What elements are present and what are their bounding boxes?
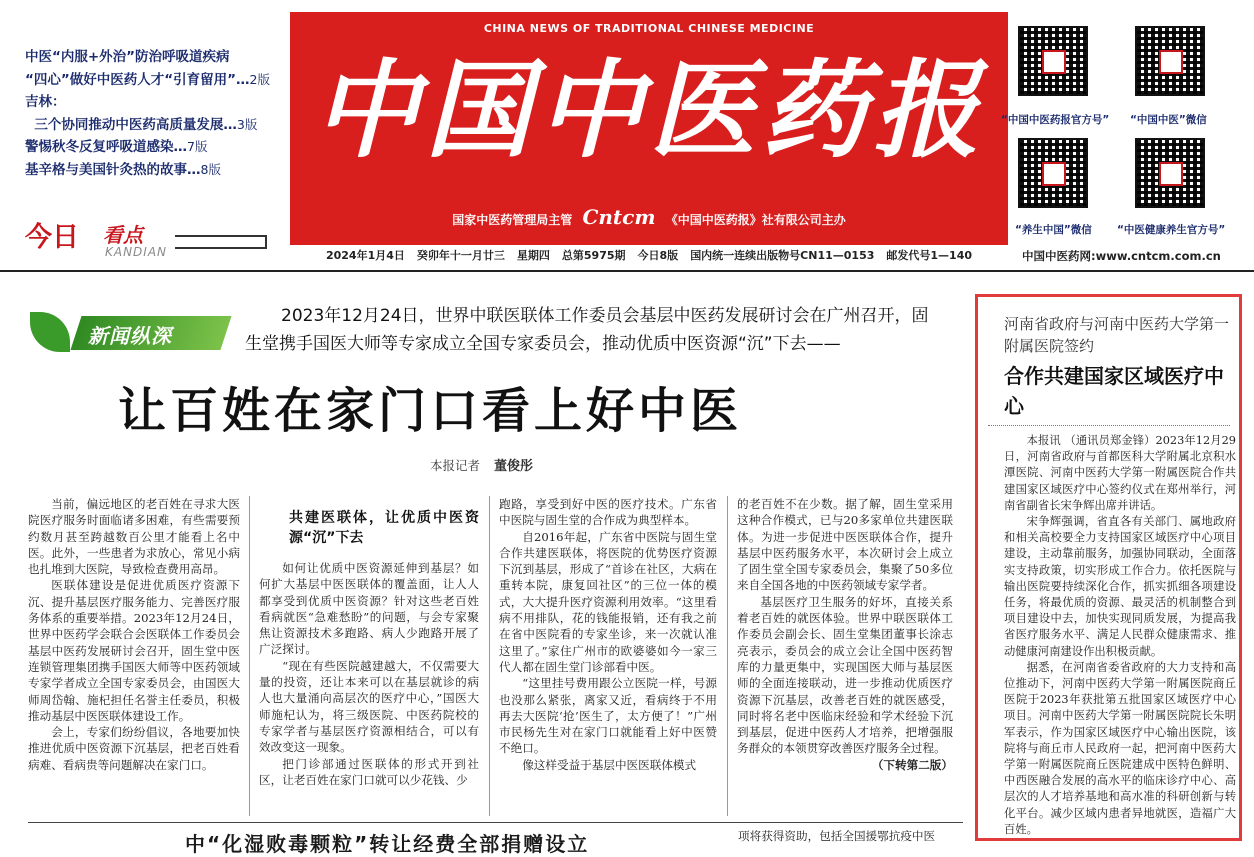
story-deck: 2023年12月24日，世界中联医联体工作委员会基层中医药发展研讨会在广州召开，固生堂携手国医大师等专家成立全国专家委员会，推动优质中医资源“沉”下去—— <box>245 306 929 354</box>
paragraph: 的老百姓不在少数。据了解，固生堂采用这种合作模式，已与20多家单位共建医联体。为进一步促进中医医联体合作，提升基层中医药服务水平，本次研讨会上成立了固生堂全国专家委员会，集聚了50多位来自全国各地的中医药领域专家学者。 <box>737 497 953 593</box>
headline-item[interactable]: 基辛格与美国针灸热的故事…8版 <box>25 161 221 178</box>
sidebar-divider <box>988 425 1230 426</box>
paragraph: “这里挂号费用跟公立医院一样，号源也没那么紧张，离家又近，看病终于不用再去大医院‘抢’医生了，太方便了！”广州市民杨先生对在家门口就能看上好中医赞不绝口。 <box>499 676 717 756</box>
next-story-text: 项将获得资助，包括全国援鄂抗疫中医 <box>738 829 936 843</box>
column-divider <box>489 496 490 816</box>
qr-label: “中国中医”微信 <box>1130 114 1207 126</box>
kandian-title: 看点 <box>103 223 143 247</box>
issue-number: 总第5975期 <box>561 249 626 262</box>
paragraph: 跑路，享受到好中医的医疗技术。广东省中医院与固生堂的合作成为典型样本。 <box>499 497 717 528</box>
paragraph: 医联体建设是促进优质医疗资源下沉、提升基层医疗服务能力、完善医疗服务体系的重要举措。2023年12月24日，世界中医药学会联合会医联体工作委员会基层中医药发展研讨会召开，固生堂中医连锁管理集团携手国医大师等中医药领域专家学者成立全国专家委员会，由国医大师周岱翰、施杞担任名誉主任委员，积极推动基层中医医联体建设工作。 <box>28 578 240 723</box>
sidebar-kicker: 河南省政府与河南中医药大学第一附属医院签约 <box>1004 315 1230 355</box>
byline-label: 本报记者 <box>430 458 481 473</box>
qr-code-icon[interactable] <box>1135 26 1205 96</box>
headline-item[interactable]: 吉林： <box>25 94 66 110</box>
section-subheading: 共建医联体，让优质中医资源“沉”下去 <box>289 510 479 546</box>
paragraph: “现在有些医院越建越大，不仅需要大量的投资，还让本来可以在基层就诊的病人也大量涌向高层次的医疗中心，”国医大师施杞认为，将三级医院、中医药院校的专家学者与基层医疗资源相结合，可以有效改变这一现象。 <box>259 658 479 755</box>
page-count: 今日8版 <box>637 249 679 262</box>
masthead-subtitle <box>290 205 1008 229</box>
article-column-3 <box>499 496 717 773</box>
story-headline[interactable]: 让百姓在家门口看上好中医 <box>118 383 743 439</box>
qr-label: “养生中国”微信 <box>1015 224 1092 236</box>
sidebar-title[interactable]: 合作共建国家区域医疗中心 <box>1004 364 1224 418</box>
sidebar-story <box>975 294 1242 841</box>
masthead-english: CHINA NEWS OF TRADITIONAL CHINESE MEDICINE <box>483 22 815 35</box>
kandian-rule <box>175 235 267 249</box>
continued-note[interactable]: （下转第二版） <box>871 757 953 772</box>
paragraph: 把门诊部通过医联体的形式开到社区，让老百姓在家门口就可以少花钱、少 <box>259 756 479 787</box>
headline-item[interactable]: “四心”做好中医药人才“引育留用”…2版 <box>25 71 270 88</box>
sidebar-body <box>1004 433 1236 838</box>
website-url[interactable]: 中国中医药网:www.cntcm.com.cn <box>1022 249 1221 263</box>
paragraph: 宋争辉强调，省直各有关部门、属地政府和相关高校要全力支持国家区域医疗中心项目建设，主动靠前服务，加强协同联动，全面落实支持政策，切实形成工作合力。依托医院与输出医院要持续深化合作，抓实抓细各项建设任务，将最优质的资源、最灵活的机制整合到项目建设中去，加快实现同质发展，为提高我省医疗服务水平、满足人民群众健康需求、推动健康河南建设作出积极贡献。 <box>1004 515 1236 658</box>
qr-code-icon[interactable] <box>1135 138 1205 208</box>
next-story-headline[interactable]: 中“化湿败毒颗粒”转让经费全部捐赠设立 <box>185 832 590 856</box>
kandian-jinri: 今日 <box>25 222 79 253</box>
qr-label: “中国中医药报官方号” <box>1001 114 1110 126</box>
headline-list <box>25 46 293 181</box>
headline-item[interactable]: 中医“内服+外治”防治呼吸道疾病 <box>25 49 230 65</box>
article-column-1 <box>28 496 240 773</box>
paragraph: 如何让优质中医资源延伸到基层？如何扩大基层中医医联体的覆盖面，让人人都享受到优质中医资源？针对这些老百姓看病就医“急难愁盼”的问题，与会专家聚焦让资源技术多跑路、病人少跑路开展了广泛探讨。 <box>259 561 479 657</box>
qr-code-icon[interactable] <box>1018 138 1088 208</box>
article-column-4 <box>737 496 953 773</box>
column-divider <box>727 496 728 816</box>
weekday: 星期四 <box>516 249 550 262</box>
publication-number: 国内统一连续出版物号CN11—0153 <box>690 249 875 262</box>
top-rule <box>0 270 1254 272</box>
byline-name: 董俊彤 <box>494 459 534 474</box>
headline-item[interactable]: 三个协同推动中医药高质量发展…3版 <box>25 116 258 133</box>
dateline <box>290 247 1008 265</box>
qr-label: “中医健康养生官方号” <box>1117 224 1226 236</box>
leaf-icon <box>30 312 70 352</box>
date: 2024年1月4日 <box>325 249 405 262</box>
paragraph: 像这样受益于基层中医医联体模式 <box>522 757 697 772</box>
byline <box>430 455 533 474</box>
headline-item[interactable]: 警惕秋冬反复呼吸道感染…7版 <box>25 139 208 155</box>
paragraph: 自2016年起，广东省中医院与固生堂合作共建医联体，将医院的优势医疗资源下沉到基层，形成了“首诊在社区，大病在重转本院，康复回社区”的三位一体的模式，大大提升医疗资源利用效率。“这里看病不用排队，花的钱能报销，还有我之前在省中医院看的专家坐诊，来一次就认准这里了。”家住广州市的欧婆婆如今一家三代人都在固生堂门诊部看中医。 <box>499 529 717 674</box>
postal-code: 邮发代号1—140 <box>886 249 973 262</box>
lunar-date: 癸卯年十一月廿三 <box>416 249 505 262</box>
qr-code-icon[interactable] <box>1018 26 1088 96</box>
cntcm-logo: Cntcm <box>582 205 656 229</box>
article-column-2 <box>259 508 479 788</box>
masthead-supervisor: 国家中医药管理局主管 <box>452 213 573 227</box>
kandian-english: KANDIAN <box>105 245 168 259</box>
badge-label: 新闻纵深 <box>88 324 172 348</box>
masthead-title: 中国中医药报 <box>313 47 985 172</box>
news-depth-badge <box>30 308 235 356</box>
paragraph: 本报讯 （通讯员郑金锋）2023年12月29日，河南省政府与首都医科大学附属北京积水潭医院、河南中医药大学第一附属医院合作共建国家区域医疗中心签约仪式在郑州举行，河南省副省长宋争辉出席并讲话。 <box>1004 434 1236 512</box>
paragraph: 基层医疗卫生服务的好坏，直接关系着老百姓的就医体验。世界中联医联体工作委员会副会长、固生堂集团董事长涂志亮表示，委员会的成立会让全国中医药智库的力量更集中，实现国医大师与基层医师的全面连接联动，进一步推动优质医疗资源下沉基层，改善老百姓的就医感受，同时将名老中医临床经验和学术经验下沉到基层，促进中医药人才培养，把增强服务群众的本领贯穿改善医疗服务全过程。 <box>737 594 953 756</box>
paragraph: 据悉，在河南省委省政府的大力支持和高位推动下，河南中医药大学第一附属医院商丘医院于2023年获批第五批国家区域医疗中心项目。河南中医药大学第一附属医院院长朱明军表示，作为国家区域医疗中心输出医院，该院将与商丘市人民政府一起，把河南中医药大学第一附属医院商丘医院建成中医特色鲜明、中西医融合发展的高水平的临床诊疗中心、高层次的人才培养基地和高水准的科研创新与转化平台。减少区域内患者异地就医，造福广大百姓。 <box>1004 660 1236 836</box>
paragraph: 会上，专家们纷纷倡议，各地要加快推进优质中医资源下沉基层，把老百姓看病难、看病贵等问题解决在家门口。 <box>28 725 240 772</box>
masthead <box>290 12 1008 245</box>
kandian-section <box>25 215 245 261</box>
paragraph: 当前，偏远地区的老百姓在寻求大医院医疗服务时面临诸多困难，有些需要预约数月甚至跨越数百公里才能看上名中医。此外，一些患者为求放心，常见小病也扎堆到大医院，导致检查费用高昂。 <box>28 497 240 577</box>
bottom-rule <box>28 822 963 823</box>
masthead-publisher: 《中国中医药报》社有限公司主办 <box>665 213 846 227</box>
column-divider <box>249 496 250 816</box>
